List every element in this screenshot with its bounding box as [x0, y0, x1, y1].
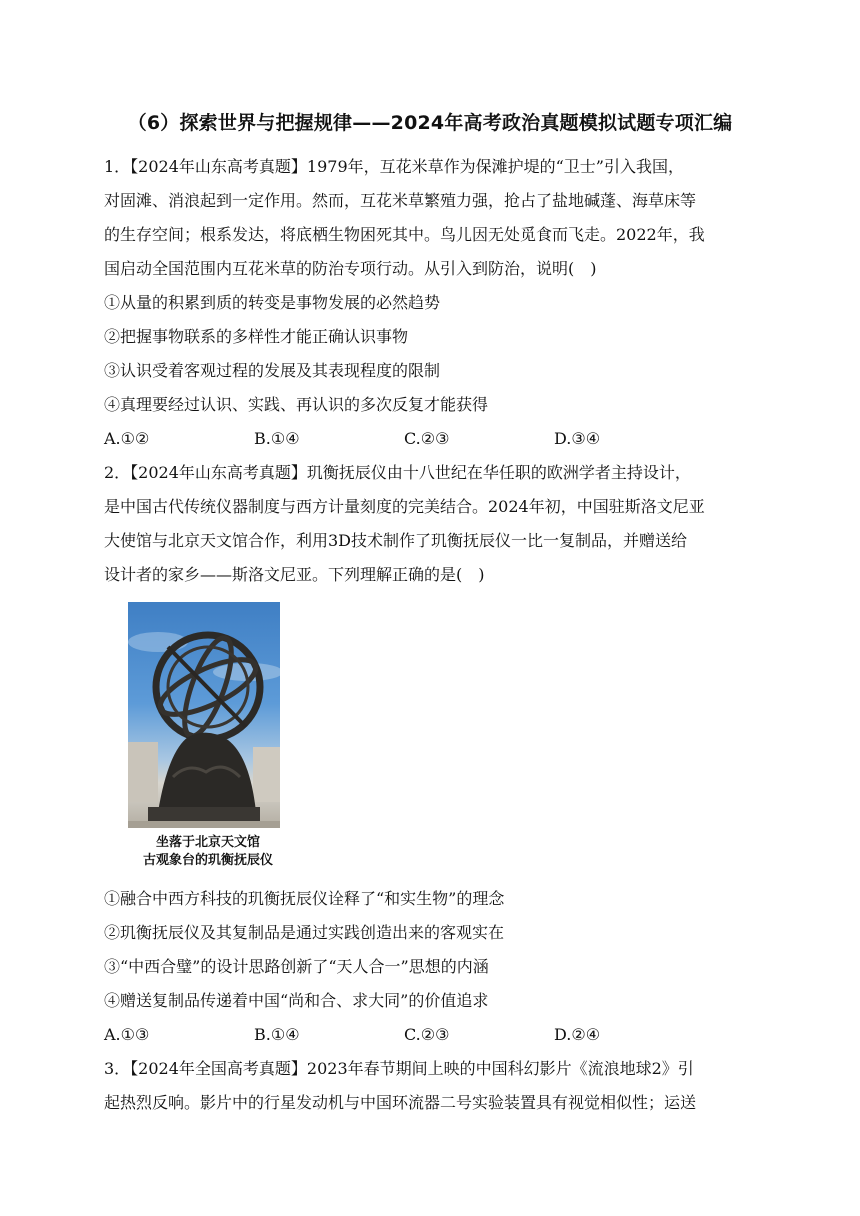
statement-item: ①从量的积累到质的转变是事物发展的必然趋势	[104, 293, 441, 312]
question-stem-line: 3．【2024年全国高考真题】2023年春节期间上映的中国科幻影片《流浪地球2》引	[104, 1059, 694, 1078]
statement-item: ②玑衡抚辰仪及其复制品是通过实践创造出来的客观实在	[104, 923, 505, 942]
document-title: （6）探索世界与把握规律——2024年高考政治真题模拟试题专项汇编	[127, 112, 733, 134]
statement-item: ④真理要经过认识、实践、再认识的多次反复才能获得	[104, 395, 489, 414]
question-stem-line: 大使馆与北京天文馆合作，利用3D技术制作了玑衡抚辰仪一比一复制品，并赠送给	[104, 531, 688, 550]
caption-line: 古观象台的玑衡抚辰仪	[142, 853, 273, 868]
question-stem-line: 对固滩、消浪起到一定作用。然而，互花米草繁殖力强，抢占了盐地碱蓬、海草床等	[104, 191, 697, 210]
statement-item: ④赠送复制品传递着中国“尚和合、求大同”的价值追求	[104, 991, 489, 1010]
option-c: C.②③	[404, 1025, 450, 1044]
question-stem-line: 1．【2024年山东高考真题】1979年，互花米草作为保滩护堤的“卫士”引入我国，	[104, 157, 684, 176]
statement-item: ①融合中西方科技的玑衡抚辰仪诠释了“和实生物”的理念	[104, 889, 505, 908]
statement-item: ②把握事物联系的多样性才能正确认识事物	[104, 327, 409, 346]
answer-options	[104, 422, 764, 456]
option-b: B.①④	[254, 429, 300, 448]
question-stem-line: 设计者的家乡——斯洛文尼亚。下列理解正确的是( )	[104, 565, 485, 584]
answer-options	[104, 1018, 764, 1052]
option-a: A.①③	[104, 1025, 150, 1044]
figure-caption	[128, 834, 288, 870]
question-stem-line: 国启动全国范围内互花米草的防治专项行动。从引入到防治，说明( )	[104, 259, 597, 278]
question-2	[104, 456, 764, 1052]
option-d: D.②④	[554, 1025, 601, 1044]
statement-item: ③“中西合璧”的设计思路创新了“天人合一”思想的内涵	[104, 957, 489, 976]
document-body	[104, 150, 764, 1120]
question-stem-line: 的生存空间；根系发达，将底栖生物困死其中。鸟儿因无处觅食而飞走。2022年，我	[104, 225, 705, 244]
armillary-sphere-figure	[128, 602, 288, 870]
question-stem-line: 是中国古代传统仪器制度与西方计量刻度的完美结合。2024年初，中国驻斯洛文尼亚	[104, 497, 705, 516]
question-1	[104, 150, 764, 456]
option-a: A.①②	[104, 429, 150, 448]
option-c: C.②③	[404, 429, 450, 448]
question-stem-line: 2．【2024年山东高考真题】玑衡抚辰仪由十八世纪在华任职的欧洲学者主持设计，	[104, 463, 691, 482]
question-3	[104, 1052, 764, 1120]
option-d: D.③④	[554, 429, 601, 448]
statement-item: ③认识受着客观过程的发展及其表现程度的限制	[104, 361, 441, 380]
armillary-sphere-photo	[128, 602, 280, 828]
caption-line: 坐落于北京天文馆	[155, 835, 260, 850]
question-stem-line: 起热烈反响。影片中的行星发动机与中国环流器二号实验装置具有视觉相似性；运送	[104, 1093, 697, 1112]
option-b: B.①④	[254, 1025, 300, 1044]
